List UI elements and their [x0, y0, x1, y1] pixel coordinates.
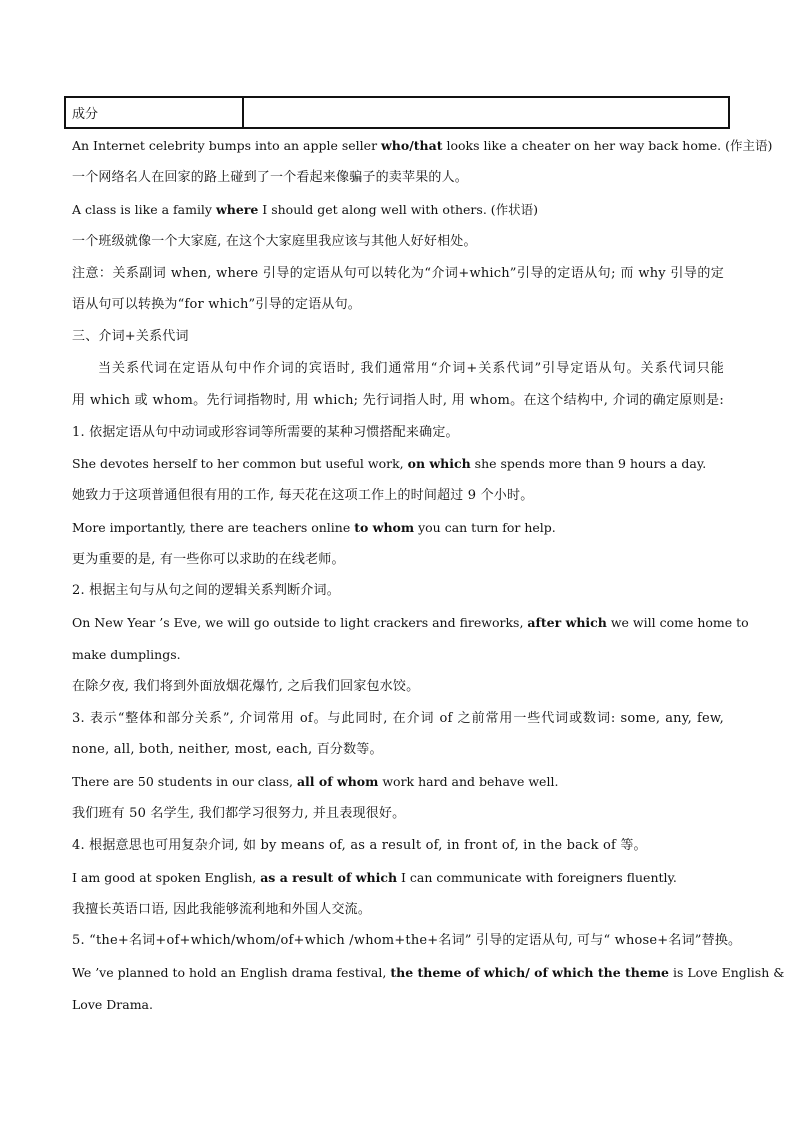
text-segment: 一个网络名人在回家的路上碰到了一个看起来像骗子的卖苹果的人。: [72, 170, 469, 185]
text-line: [72, 519, 724, 537]
component-table: [64, 96, 730, 129]
text-segment: I can communicate with foreigners fluently.: [397, 870, 677, 885]
text-segment: Love Drama.: [72, 997, 153, 1012]
text-line: [72, 869, 724, 887]
text-segment: I am good at spoken English,: [72, 870, 261, 885]
text-segment: we will come home to: [606, 615, 749, 630]
text-line: [72, 424, 724, 442]
text-segment: 她致力于这项普通但很有用的工作, 每天花在这项工作上的时间超过 9 个小时。: [72, 488, 534, 503]
text-line: [72, 805, 724, 823]
text-segment: 更为重要的是, 有一些你可以求助的在线老师。: [72, 552, 345, 567]
text-segment: looks like a cheater on her way back home. (作主语): [442, 138, 773, 153]
text-segment: 2. 根据主句与从句之间的逻辑关系判断介词。: [72, 583, 340, 598]
bold-keyword: on which: [407, 456, 471, 471]
text-segment: We ’ve planned to hold an English drama festival,: [72, 965, 391, 980]
text-line: [72, 932, 742, 950]
text-segment: 5. “the+名词+of+which/whom/of+which /whom+the+名词” 引导的定语从句, 可与“ whose+名词”替换。: [72, 933, 742, 948]
text-line: [72, 360, 724, 378]
text-segment: 三、介词+关系代词: [72, 329, 189, 344]
text-line: [72, 678, 724, 696]
text-segment: 我们班有 50 名学生, 我们都学习很努力, 并且表现很好。: [72, 806, 406, 821]
text-line: [72, 582, 724, 600]
text-segment: An Internet celebrity bumps into an apple seller: [72, 138, 382, 153]
text-line: [72, 741, 724, 759]
text-segment: I should get along well with others. (作状语): [258, 202, 539, 217]
text-line: [72, 201, 724, 219]
text-segment: 语从句可以转换为“for which”引导的定语从句。: [72, 297, 361, 312]
table-cell-empty: [243, 97, 729, 128]
text-segment: 1. 依据定语从句中动词或形容词等所需要的某种习惯搭配来确定。: [72, 425, 459, 440]
text-line: [72, 169, 724, 187]
text-line: [72, 328, 724, 346]
bold-keyword: who/that: [381, 138, 443, 153]
text-segment: A class is like a family: [72, 202, 216, 217]
text-line: [72, 901, 724, 919]
text-line: [72, 137, 773, 155]
text-segment: 一个班级就像一个大家庭, 在这个大家庭里我应该与其他人好好相处。: [72, 234, 477, 249]
text-segment: 3. 表示“整体和部分关系”, 介词常用 of。与此同时, 在介词 of 之前常用一些代词或数词: some, any, few,: [72, 711, 724, 726]
text-line: [72, 455, 724, 473]
text-line: [72, 487, 724, 505]
text-line: [72, 646, 724, 664]
text-segment: 当关系代词在定语从句中作介词的宾语时, 我们通常用“介词+关系代词”引导定语从句。关系代词只能: [98, 361, 724, 376]
bold-keyword: after which: [527, 615, 607, 630]
text-segment: 我擅长英语口语, 因此我能够流利地和外国人交流。: [72, 902, 372, 917]
text-line: [72, 265, 724, 283]
text-line: [72, 296, 724, 314]
text-segment: 在除夕夜, 我们将到外面放烟花爆竹, 之后我们回家包水饺。: [72, 679, 420, 694]
text-segment: She devotes herself to her common but useful work,: [72, 456, 408, 471]
text-segment: is Love English &: [669, 965, 785, 980]
text-line: [72, 964, 785, 982]
bold-keyword: the theme of which/ of which the theme: [390, 965, 669, 980]
text-segment: make dumplings.: [72, 647, 181, 662]
text-line: [72, 996, 724, 1014]
text-segment: 4. 根据意思也可用复杂介词, 如 by means of, as a result of, in front of, in the back of 等。: [72, 838, 647, 853]
text-line: [72, 773, 724, 791]
text-segment: More importantly, there are teachers online: [72, 520, 355, 535]
text-line: [72, 551, 724, 569]
bold-keyword: to whom: [354, 520, 415, 535]
text-segment: On New Year ’s Eve, we will go outside to light crackers and fireworks,: [72, 615, 528, 630]
bold-keyword: all of whom: [296, 774, 379, 789]
text-line: [72, 392, 724, 410]
text-line: [72, 710, 724, 728]
bold-keyword: as a result of which: [260, 870, 398, 885]
table-cell-label: 成分: [65, 97, 243, 128]
text-segment: work hard and behave well.: [378, 774, 559, 789]
text-line: [72, 837, 724, 855]
text-line: [72, 614, 749, 632]
text-segment: she spends more than 9 hours a day.: [470, 456, 707, 471]
text-segment: you can turn for help.: [414, 520, 556, 535]
bold-keyword: where: [215, 202, 259, 217]
text-segment: none, all, both, neither, most, each, 百分数等。: [72, 742, 383, 757]
text-line: [72, 233, 724, 251]
text-segment: There are 50 students in our class,: [72, 774, 297, 789]
text-segment: 注意：关系副词 when, where 引导的定语从句可以转化为“介词+which”引导的定语从句; 而 why 引导的定: [72, 266, 724, 281]
text-segment: 用 which 或 whom。先行词指物时, 用 which; 先行词指人时, 用 whom。在这个结构中, 介词的确定原则是:: [72, 393, 724, 408]
